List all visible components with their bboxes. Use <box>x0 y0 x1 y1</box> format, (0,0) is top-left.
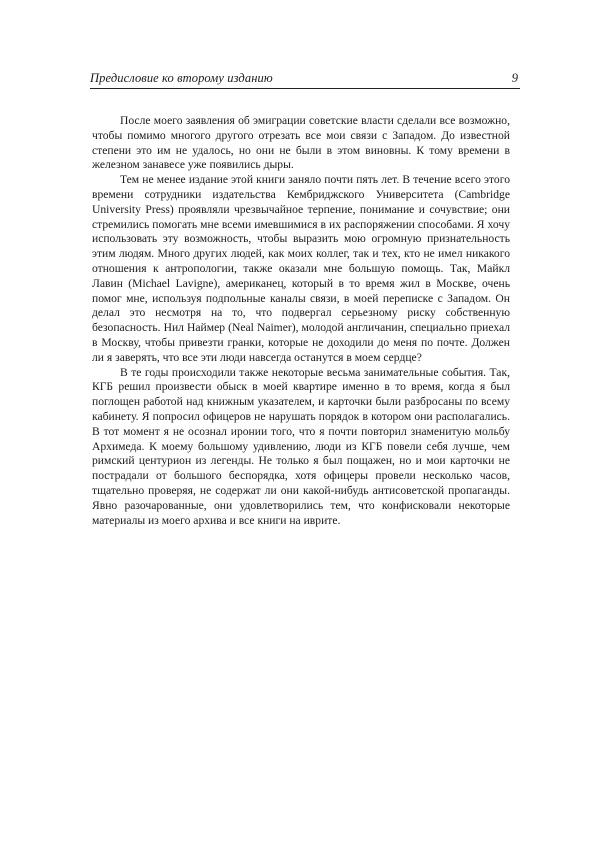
body-text <box>92 114 510 528</box>
paragraph-emigration: После моего заявления об эмиграции советские власти сделали все возможно, чтобы помимо многого другого отрезать все мои связи с Западом. До известной степени это им не удалось, но они не были в этом виновны. К тому времени в железном занавесе уже появились дыры. <box>92 114 510 172</box>
running-header <box>90 68 520 90</box>
header-rule <box>90 88 520 89</box>
paragraph-kgb-search: В те годы происходили также некоторые весьма занимательные события. Так, КГБ решил произвести обыск в моей квартире именно в то время, когда я был поглощен работой над книжным указателем, и карточки были разбросаны по всему кабинету. Я попросил офицеров не нарушать порядок в котором они располагались. В тот момент я не осознал иронии того, что я почти повторил знаменитую мольбу Архимеда. К моему большому удивлению, люди из КГБ повели себя лучше, чем римский центурион из легенды. Не только я был пощажен, но и мои карточки не пострадали от большого беспорядка, хотя офицеры провели несколько часов, тщательно проверяя, не содержат ли они какой-нибудь антисоветской пропаганды. Явно разочарованные, они удовлетворились тем, что конфисковали некоторые материалы из моего архива и все книги на иврите. <box>92 365 510 527</box>
paragraph-acknowledgements: Тем не менее издание этой книги заняло почти пять лет. В течение всего этого времени сотрудники издательства Кембриджского Университета (Cambridge University Press) проявляли чрезвычайное терпение, понимание и сочувствие; они стремились помогать мне всеми имевшимися в их распоряжении способами. Я хочу использовать эту возможность, чтобы выразить мою огромную признательность этим людям. Много других людей, как моих коллег, так и тех, кто не имел никакого отношения к антропологии, также оказали мне большую помощь. Так, Майкл Лавин (Michael Lavigne), американец, который в то время жил в Москве, очень помог мне, используя подпольные каналы связи, в моей переписке с Западом. Он делал это несмотря на то, что подвергал серьезному риску собственную безопасность. Нил Наймер (Neal Naimer), молодой англичанин, специально приехал в Москву, чтобы привезти гранки, которые не доходили до меня по почте. Должен ли я заверять, что все эти люди навсегда останутся в моем сердце? <box>92 173 510 364</box>
header-title: Предисловие ко второму изданию <box>90 71 273 85</box>
page-number: 9 <box>511 71 518 85</box>
